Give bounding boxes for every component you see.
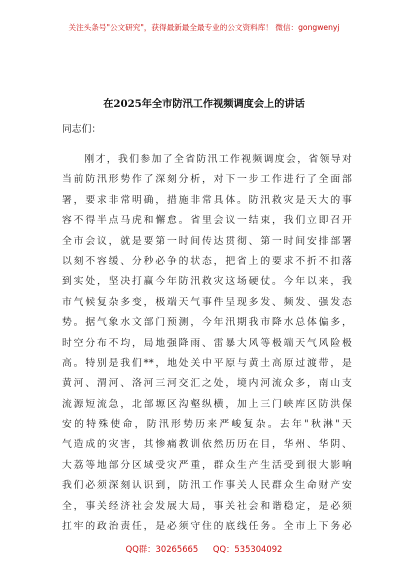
body-line: 流源短流急，北部塬区沟壑纵横，加上三门峡库区防洪保 bbox=[62, 398, 352, 410]
body-line: 我们必须深刻认识到，防汛工作事关人民群众生命财产安 bbox=[62, 480, 352, 492]
footer-qq-number: QQ：535304092 bbox=[212, 544, 283, 554]
body-line: 容不得半点马虎和懈怠。省里会议一结束，我们立即召开 bbox=[62, 215, 352, 227]
body-line: 刚才，我们参加了全省防汛工作视频调度会，省领导对 bbox=[62, 154, 352, 165]
body-line: 时空分布不均，局地强降雨、雷暴大风等极端天气风险极 bbox=[62, 337, 352, 349]
body-line: 市气候复杂多变，极端天气事件呈现多发、频发、强发态 bbox=[62, 296, 352, 308]
body-text bbox=[62, 150, 352, 537]
body-line: 到实处，坚决打赢今年防汛救灾这场硬仗。今年以来，我 bbox=[62, 276, 352, 288]
body-line: 全，事关经济社会发展大局，事关社会和谐稳定，是必须 bbox=[62, 500, 352, 512]
body-line: 大荔等地部分区域受灾严重，群众生产生活受到很大影响 bbox=[62, 459, 352, 471]
footer-qq-group: QQ群：30265665 bbox=[125, 544, 199, 554]
footer-contact bbox=[0, 543, 408, 555]
header-promo-note: 关注头条号"公文研究"，获得最新最全最专业的公文资料库！ 微信：gongwenyj bbox=[68, 23, 340, 32]
body-line: 署，要求非常明确，措施非常具体。防汛救灾是天大的事 bbox=[62, 194, 352, 206]
body-line: 当前防汛形势作了深刻分析，对下一步工作进行了全面部 bbox=[62, 174, 352, 186]
body-line: 黄河、渭河、洛河三河交汇之处，境内河流众多，南山支 bbox=[62, 378, 352, 390]
salutation: 同志们： bbox=[62, 124, 102, 135]
body-line: 气造成的灾害，其惨痛教训依然历历在目，华州、华阴、 bbox=[62, 439, 352, 451]
body-line: 安的特殊使命，防汛形势历来严峻复杂。去年"秋淋"天 bbox=[62, 419, 352, 431]
body-line: 势。据气象水文部门预测，今年汛期我市降水总体偏多， bbox=[62, 317, 352, 329]
body-line: 高。特别是我们**，地处关中平原与黄土高原过渡带，是 bbox=[62, 357, 352, 369]
body-line: 全市会议，就是要第一时间传达贯彻、第一时间安排部署 bbox=[62, 235, 352, 247]
document-title: 在2025年全市防汛工作视频调度会上的讲话 bbox=[103, 98, 305, 110]
body-line: 扛牢的政治责任，是必须守住的底线任务。全市上下务必 bbox=[62, 521, 352, 533]
body-line: 以刻不容缓、分秒必争的状态，把省上的要求不折不扣落 bbox=[62, 255, 352, 267]
